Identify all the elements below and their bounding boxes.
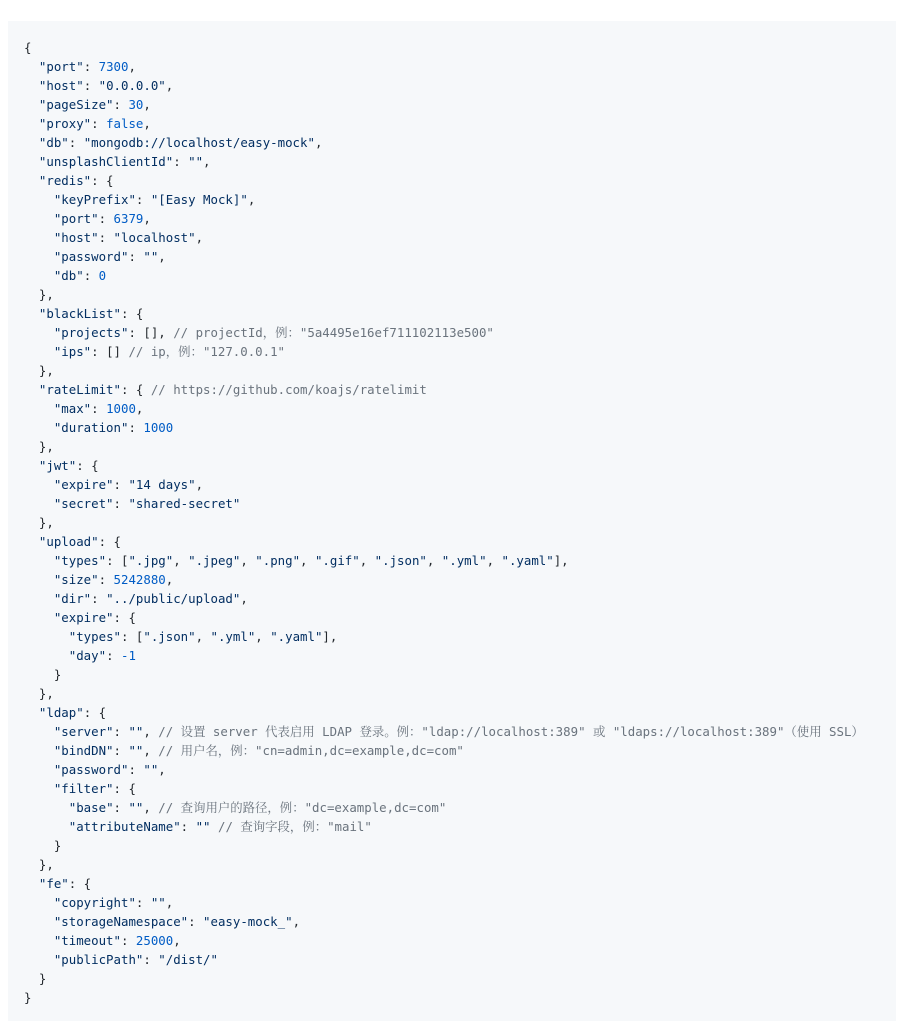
json-punctuation: , bbox=[128, 59, 136, 74]
code-line bbox=[24, 684, 896, 703]
json-punctuation bbox=[24, 895, 54, 910]
json-punctuation: }, bbox=[24, 857, 54, 872]
json-punctuation: , bbox=[292, 914, 301, 929]
code-comment: // ip，例："127.0.0.1" bbox=[128, 344, 285, 359]
json-punctuation: } bbox=[24, 838, 62, 853]
json-punctuation bbox=[24, 724, 54, 739]
code-line bbox=[24, 57, 896, 76]
json-punctuation: : bbox=[98, 211, 114, 226]
code-line bbox=[24, 950, 896, 969]
json-literal: false bbox=[106, 116, 144, 131]
json-punctuation: : bbox=[143, 952, 159, 967]
json-punctuation: , bbox=[143, 743, 159, 758]
json-punctuation: } bbox=[24, 990, 32, 1005]
json-punctuation: : bbox=[98, 572, 114, 587]
json-punctuation bbox=[24, 420, 54, 435]
json-key: "proxy" bbox=[38, 116, 92, 131]
code-comment: // 查询字段，例："mail" bbox=[217, 819, 372, 834]
json-punctuation: , bbox=[240, 553, 256, 568]
json-punctuation: }, bbox=[24, 287, 54, 302]
code-line bbox=[24, 627, 896, 646]
json-key: "port" bbox=[38, 59, 84, 74]
json-key: "ips" bbox=[53, 344, 92, 359]
json-key: "day" bbox=[68, 648, 107, 663]
json-key: "redis" bbox=[38, 173, 92, 188]
json-key: "size" bbox=[53, 572, 99, 587]
code-line bbox=[24, 608, 896, 627]
json-punctuation bbox=[24, 914, 54, 929]
json-punctuation bbox=[24, 743, 54, 758]
json-punctuation bbox=[24, 534, 39, 549]
json-number: 1000 bbox=[106, 401, 136, 416]
json-punctuation bbox=[24, 401, 54, 416]
code-line bbox=[24, 817, 896, 836]
json-string: "" bbox=[128, 724, 144, 739]
json-key: "unsplashClientId" bbox=[38, 154, 174, 169]
json-punctuation bbox=[24, 325, 54, 340]
json-punctuation bbox=[24, 211, 54, 226]
code-line bbox=[24, 437, 896, 456]
code-line bbox=[24, 532, 896, 551]
json-punctuation: : bbox=[113, 97, 129, 112]
json-string: "" bbox=[128, 800, 144, 815]
code-line bbox=[24, 247, 896, 266]
json-punctuation: , bbox=[247, 192, 256, 207]
code-line bbox=[24, 380, 896, 399]
json-string: "/dist/" bbox=[158, 952, 218, 967]
code-line bbox=[24, 475, 896, 494]
json-string: ".yaml" bbox=[270, 629, 323, 644]
code-line bbox=[24, 342, 896, 361]
json-punctuation: : bbox=[128, 420, 144, 435]
code-line bbox=[24, 323, 896, 342]
json-key: "base" bbox=[68, 800, 114, 815]
json-punctuation bbox=[24, 192, 54, 207]
json-punctuation: }, bbox=[24, 439, 54, 454]
code-line bbox=[24, 798, 896, 817]
json-punctuation: : bbox=[68, 135, 84, 150]
code-line bbox=[24, 665, 896, 684]
json-punctuation: : [ bbox=[120, 629, 144, 644]
json-punctuation: : bbox=[106, 648, 121, 663]
json-punctuation: : bbox=[173, 154, 189, 169]
json-key: "expire" bbox=[53, 610, 114, 625]
json-punctuation: , bbox=[486, 553, 502, 568]
code-content bbox=[24, 38, 896, 1007]
code-comment: // 查询用户的路径，例："dc=example,dc=com" bbox=[158, 800, 447, 815]
json-punctuation: , bbox=[173, 933, 181, 948]
code-line bbox=[24, 95, 896, 114]
json-punctuation bbox=[24, 344, 54, 359]
json-punctuation: , bbox=[143, 116, 151, 131]
json-string: ".json" bbox=[374, 553, 427, 568]
code-line bbox=[24, 969, 896, 988]
json-punctuation: , bbox=[165, 572, 174, 587]
json-key: "max" bbox=[53, 401, 92, 416]
json-punctuation: : bbox=[113, 743, 129, 758]
json-punctuation: , bbox=[158, 249, 166, 264]
json-number: 7300 bbox=[98, 59, 129, 74]
json-punctuation: : bbox=[91, 401, 107, 416]
json-punctuation: : { bbox=[113, 610, 136, 625]
json-punctuation: : bbox=[135, 192, 151, 207]
code-line bbox=[24, 646, 896, 665]
json-string: ".jpeg" bbox=[188, 553, 241, 568]
code-line bbox=[24, 76, 896, 95]
json-key: "blackList" bbox=[38, 306, 121, 321]
json-punctuation: : bbox=[83, 268, 99, 283]
json-key: "filter" bbox=[53, 781, 114, 796]
code-comment: // https://github.com/koajs/ratelimit bbox=[150, 382, 427, 397]
json-punctuation bbox=[24, 591, 54, 606]
json-punctuation: : { bbox=[76, 458, 99, 473]
json-punctuation: } bbox=[24, 971, 47, 986]
json-key: "attributeName" bbox=[68, 819, 181, 834]
json-punctuation bbox=[24, 876, 39, 891]
json-punctuation: : { bbox=[120, 382, 151, 397]
code-line bbox=[24, 760, 896, 779]
json-string: ".yml" bbox=[441, 553, 487, 568]
json-number: 5242880 bbox=[113, 572, 166, 587]
json-punctuation bbox=[24, 382, 39, 397]
json-key: "storageNamespace" bbox=[53, 914, 189, 929]
json-key: "timeout" bbox=[53, 933, 121, 948]
json-punctuation bbox=[24, 78, 39, 93]
json-punctuation: , bbox=[143, 97, 151, 112]
code-comment: // 用户名，例："cn=admin,dc=example,dc=com" bbox=[158, 743, 464, 758]
config-code-block bbox=[8, 21, 896, 1021]
json-punctuation: : [ bbox=[106, 553, 129, 568]
json-key: "host" bbox=[38, 78, 84, 93]
json-number: 6379 bbox=[113, 211, 144, 226]
code-comment: // 设置 server 代表启用 LDAP 登录。例："ldap://localhost:389" 或 "ldaps://localhost:389"（使用 SSL） bbox=[158, 724, 864, 739]
json-key: "password" bbox=[53, 762, 129, 777]
json-punctuation: , bbox=[195, 477, 204, 492]
json-punctuation: : bbox=[120, 933, 136, 948]
json-punctuation: , bbox=[143, 800, 159, 815]
code-line bbox=[24, 741, 896, 760]
json-punctuation: , bbox=[165, 78, 174, 93]
json-punctuation bbox=[24, 933, 54, 948]
json-punctuation bbox=[24, 173, 39, 188]
json-key: "host" bbox=[53, 230, 99, 245]
code-line bbox=[24, 703, 896, 722]
json-punctuation bbox=[24, 97, 39, 112]
json-punctuation: , bbox=[195, 230, 204, 245]
json-punctuation bbox=[24, 648, 69, 663]
code-line bbox=[24, 931, 896, 950]
code-line bbox=[24, 855, 896, 874]
json-key: "db" bbox=[53, 268, 84, 283]
code-line bbox=[24, 152, 896, 171]
json-punctuation bbox=[24, 306, 39, 321]
json-key: "types" bbox=[68, 629, 121, 644]
code-line bbox=[24, 399, 896, 418]
code-line bbox=[24, 304, 896, 323]
json-key: "password" bbox=[53, 249, 129, 264]
json-key: "upload" bbox=[38, 534, 99, 549]
json-key: "db" bbox=[38, 135, 69, 150]
json-punctuation: : bbox=[113, 800, 129, 815]
code-line bbox=[24, 133, 896, 152]
json-punctuation: : [] bbox=[91, 344, 129, 359]
json-punctuation: : { bbox=[83, 705, 107, 720]
json-punctuation: , bbox=[173, 553, 189, 568]
json-punctuation bbox=[24, 477, 54, 492]
json-punctuation: : { bbox=[98, 534, 121, 549]
json-punctuation: }, bbox=[24, 686, 54, 701]
json-punctuation bbox=[24, 59, 39, 74]
json-string: ".yaml" bbox=[501, 553, 554, 568]
code-line bbox=[24, 38, 896, 57]
json-punctuation: , bbox=[158, 762, 166, 777]
json-punctuation: : bbox=[113, 496, 129, 511]
json-key: "server" bbox=[53, 724, 114, 739]
json-punctuation: ], bbox=[322, 629, 338, 644]
json-punctuation: : [], bbox=[128, 325, 174, 340]
json-punctuation bbox=[24, 705, 39, 720]
json-punctuation bbox=[24, 762, 54, 777]
json-punctuation: : bbox=[113, 477, 129, 492]
json-string: "shared-secret" bbox=[128, 496, 241, 511]
code-line bbox=[24, 190, 896, 209]
json-key: "jwt" bbox=[38, 458, 77, 473]
code-line bbox=[24, 589, 896, 608]
json-number: 0 bbox=[98, 268, 107, 283]
json-punctuation bbox=[24, 268, 54, 283]
json-punctuation: : bbox=[83, 78, 99, 93]
json-key: "bindDN" bbox=[53, 743, 114, 758]
json-string: "" bbox=[188, 154, 204, 169]
code-line bbox=[24, 494, 896, 513]
code-line bbox=[24, 912, 896, 931]
code-line bbox=[24, 209, 896, 228]
json-punctuation: , bbox=[165, 895, 174, 910]
json-string: "easy-mock_" bbox=[203, 914, 293, 929]
json-punctuation bbox=[24, 572, 54, 587]
json-key: "types" bbox=[53, 553, 107, 568]
code-line bbox=[24, 779, 896, 798]
json-string: "" bbox=[195, 819, 211, 834]
json-punctuation: , bbox=[203, 154, 211, 169]
code-line bbox=[24, 418, 896, 437]
json-number: 25000 bbox=[135, 933, 174, 948]
json-string: "" bbox=[150, 895, 166, 910]
code-line bbox=[24, 228, 896, 247]
json-key: "secret" bbox=[53, 496, 114, 511]
json-string: ".yml" bbox=[210, 629, 256, 644]
code-line bbox=[24, 285, 896, 304]
json-key: "rateLimit" bbox=[38, 382, 121, 397]
json-punctuation: : bbox=[91, 591, 107, 606]
json-punctuation bbox=[24, 458, 39, 473]
json-punctuation bbox=[24, 610, 54, 625]
code-line bbox=[24, 874, 896, 893]
json-key: "keyPrefix" bbox=[53, 192, 136, 207]
json-number: -1 bbox=[121, 648, 136, 663]
json-punctuation: : bbox=[128, 249, 144, 264]
json-punctuation bbox=[24, 116, 39, 131]
json-punctuation: , bbox=[240, 591, 248, 606]
json-punctuation bbox=[24, 819, 69, 834]
json-punctuation: : { bbox=[113, 781, 136, 796]
json-string: "" bbox=[128, 743, 144, 758]
json-string: ".gif" bbox=[314, 553, 360, 568]
json-punctuation: , bbox=[135, 401, 144, 416]
json-string: ".json" bbox=[143, 629, 196, 644]
json-punctuation: : bbox=[180, 819, 196, 834]
json-punctuation: , bbox=[143, 211, 151, 226]
json-key: "copyright" bbox=[53, 895, 136, 910]
code-line bbox=[24, 361, 896, 380]
json-string: ".jpg" bbox=[128, 553, 174, 568]
json-punctuation: : { bbox=[91, 173, 114, 188]
json-string: "mongodb://localhost/easy-mock" bbox=[83, 135, 315, 150]
code-line bbox=[24, 893, 896, 912]
json-punctuation: : { bbox=[120, 306, 144, 321]
json-string: "" bbox=[143, 249, 159, 264]
json-punctuation bbox=[24, 135, 39, 150]
json-punctuation: : bbox=[188, 914, 204, 929]
json-key: "pageSize" bbox=[38, 97, 114, 112]
json-punctuation: } bbox=[24, 667, 62, 682]
json-punctuation: , bbox=[426, 553, 442, 568]
code-line bbox=[24, 836, 896, 855]
code-line bbox=[24, 551, 896, 570]
json-punctuation: { bbox=[24, 40, 32, 55]
json-punctuation: , bbox=[314, 135, 323, 150]
json-string: "" bbox=[143, 762, 159, 777]
json-string: "[Easy Mock]" bbox=[150, 192, 248, 207]
code-line bbox=[24, 513, 896, 532]
json-key: "publicPath" bbox=[53, 952, 144, 967]
json-punctuation bbox=[24, 249, 54, 264]
code-line bbox=[24, 722, 896, 741]
code-line bbox=[24, 988, 896, 1007]
code-line bbox=[24, 570, 896, 589]
json-punctuation: , bbox=[255, 629, 271, 644]
json-punctuation: }, bbox=[24, 363, 54, 378]
json-punctuation: : bbox=[113, 724, 129, 739]
json-punctuation: }, bbox=[24, 515, 54, 530]
json-punctuation: : { bbox=[68, 876, 92, 891]
json-key: "expire" bbox=[53, 477, 114, 492]
json-punctuation: : bbox=[98, 230, 114, 245]
json-punctuation bbox=[24, 952, 54, 967]
json-string: ".png" bbox=[255, 553, 301, 568]
json-punctuation: , bbox=[195, 629, 211, 644]
json-punctuation: , bbox=[300, 553, 315, 568]
json-punctuation bbox=[24, 496, 54, 511]
json-punctuation: : bbox=[135, 895, 151, 910]
json-punctuation: , bbox=[143, 724, 159, 739]
code-line bbox=[24, 456, 896, 475]
json-punctuation bbox=[24, 629, 69, 644]
json-punctuation bbox=[24, 781, 54, 796]
json-punctuation bbox=[24, 154, 39, 169]
json-string: "14 days" bbox=[128, 477, 196, 492]
json-number: 1000 bbox=[143, 420, 174, 435]
json-key: "fe" bbox=[38, 876, 69, 891]
code-line bbox=[24, 171, 896, 190]
code-comment: // projectId，例："5a4495e16ef711102113e500" bbox=[173, 325, 494, 340]
json-punctuation bbox=[24, 800, 69, 815]
json-number: 30 bbox=[128, 97, 144, 112]
json-key: "dir" bbox=[53, 591, 92, 606]
json-punctuation bbox=[24, 230, 54, 245]
json-punctuation: ], bbox=[553, 553, 569, 568]
json-punctuation: : bbox=[91, 116, 107, 131]
json-string: "localhost" bbox=[113, 230, 196, 245]
json-punctuation: : bbox=[128, 762, 144, 777]
json-key: "duration" bbox=[53, 420, 129, 435]
json-punctuation bbox=[24, 553, 54, 568]
code-line bbox=[24, 114, 896, 133]
json-string: "0.0.0.0" bbox=[98, 78, 166, 93]
json-string: "../public/upload" bbox=[106, 591, 241, 606]
json-punctuation bbox=[211, 819, 218, 834]
json-punctuation: : bbox=[83, 59, 99, 74]
json-key: "projects" bbox=[53, 325, 129, 340]
json-key: "port" bbox=[53, 211, 99, 226]
json-key: "ldap" bbox=[38, 705, 84, 720]
json-punctuation: , bbox=[359, 553, 375, 568]
code-line bbox=[24, 266, 896, 285]
